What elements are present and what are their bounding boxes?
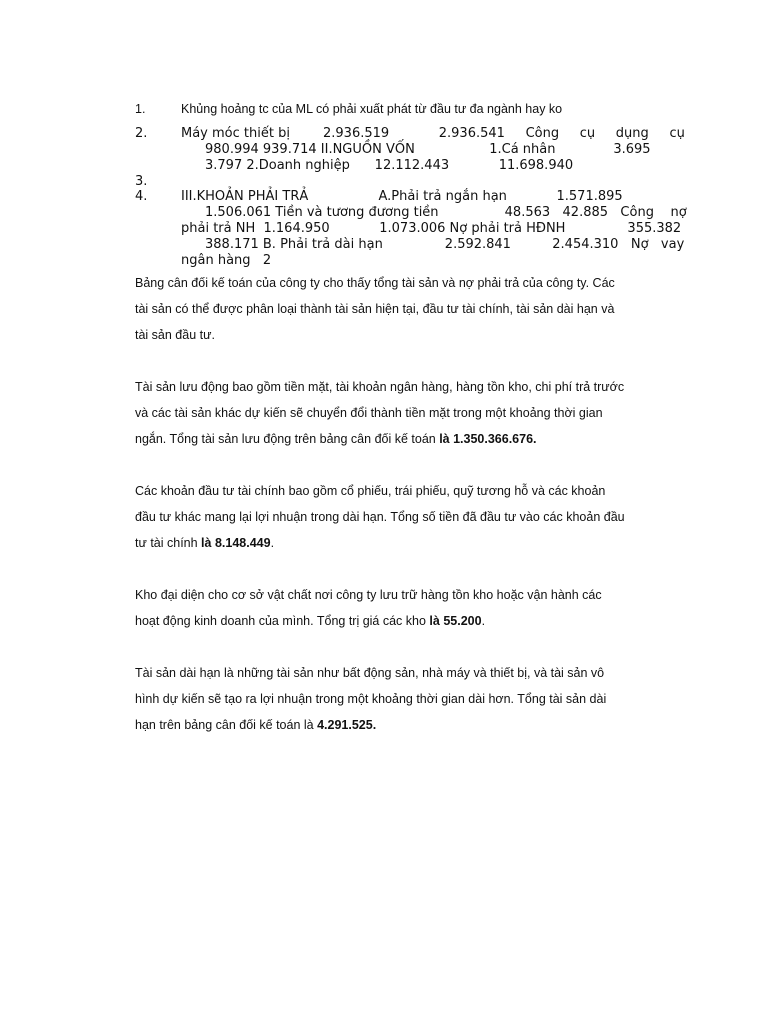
list-item	[135, 189, 687, 269]
list-line: 3.797 2.Doanh nghiệp 12.112.443 11.698.940	[205, 158, 574, 173]
list-line: phải trả NH 1.164.950 1.073.006 Nợ phải trả HĐNH 355.382	[181, 221, 682, 236]
list-item	[135, 126, 685, 174]
list-text: Khủng hoảng tc của ML có phải xuất phát từ đầu tư đa ngành hay ko	[181, 102, 563, 116]
list-number: 3.	[135, 174, 148, 189]
total-value: là 8.148.449	[201, 536, 271, 550]
body-text	[135, 270, 625, 764]
list-item	[135, 174, 680, 189]
list-line: ngân hàng 2	[181, 253, 272, 268]
list-line: III.KHOẢN PHẢI TRẢ A.Phải trả ngắn hạn 1.571.895	[181, 189, 623, 204]
paragraph: Tài sản lưu động bao gồm tiền mặt, tài khoản ngân hàng, hàng tồn kho, chi phí trả trước và các tài sản khác dự kiến sẽ chuyển đổi thành tiền mặt trong một khoảng thời gian ngắn. Tổng tài sản lưu động trên bảng cân đối kế toán là 1.350.366.676.	[135, 380, 625, 446]
list-number: 1.	[135, 102, 146, 116]
list-text	[181, 174, 680, 189]
list-number: 2.	[135, 126, 148, 141]
list-item	[135, 100, 680, 118]
list-line: 388.171 B. Phải trả dài hạn 2.592.841 2.454.310 Nợ vay	[205, 237, 685, 252]
total-value: 4.291.525.	[317, 718, 377, 732]
paragraph: Bảng cân đối kế toán của công ty cho thấy tổng tài sản và nợ phải trả của công ty. Các tài sản có thể được phân loại thành tài sản hiện tại, đầu tư tài chính, tài sản dài hạn và tài sản đầu tư.	[135, 276, 615, 342]
paragraph: Tài sản dài hạn là những tài sản như bất động sản, nhà máy và thiết bị, và tài sản vô hình dự kiến sẽ tạo ra lợi nhuận trong một khoảng thời gian dài hơn. Tổng tài sản dài hạn trên bảng cân đối kế toán là 4.291.525.	[135, 666, 607, 732]
list-line: 980.994 939.714 II.NGUỒN VỐN 1.Cá nhân 3.695	[205, 142, 651, 157]
list-line: Máy móc thiết bị 2.936.519 2.936.541 Công cụ dụng cụ	[181, 126, 685, 141]
paragraph: Các khoản đầu tư tài chính bao gồm cổ phiếu, trái phiếu, quỹ tương hỗ và các khoản đầu tư khác mang lại lợi nhuận trong dài hạn. Tổng số tiền đã đầu tư vào các khoản đầu tư tài chính là 8.148.449.	[135, 484, 625, 550]
total-value: là 1.350.366.676.	[439, 432, 537, 446]
numbered-list	[135, 100, 687, 269]
list-line: 1.506.061 Tiền và tương đương tiền 48.563 42.885 Công nợ	[205, 205, 687, 220]
paragraph: Kho đại diện cho cơ sở vật chất nơi công ty lưu trữ hàng tồn kho hoặc vận hành các hoạt động kinh doanh của mình. Tổng trị giá các kho là 55.200.	[135, 588, 602, 628]
list-number: 4.	[135, 189, 148, 204]
total-value: là 55.200	[429, 614, 482, 628]
